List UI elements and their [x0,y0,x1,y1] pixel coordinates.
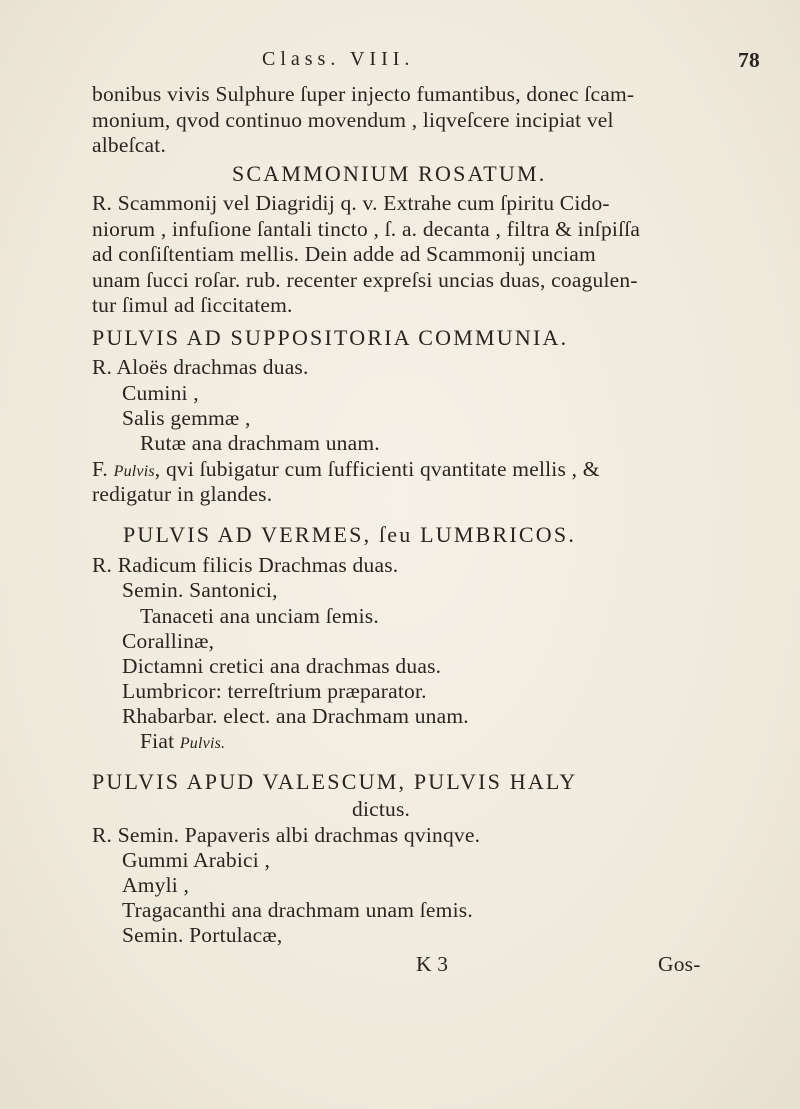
text-line: Lumbricor: terreſtrium præparator. [122,679,427,703]
text-line: Salis gemmæ , [122,406,251,430]
text-line: Corallinæ, [122,629,215,653]
text-line: monium, qvod continuo movendum , liqveſcere incipiat vel [92,108,614,132]
text-line: Cumini , [122,381,199,405]
text-line: R. Semin. Papaveris albi drachmas qvinqve. [92,823,481,847]
text-line: Dictamni cretici ana drachmas duas. [122,654,442,678]
text-line: niorum , infuſione ſantali tincto , ſ. a. decanta , filtra & inſpiſſa [92,217,641,241]
text-line: redigatur in glandes. [92,482,273,506]
italic-word: Pulvis. [179,735,226,752]
text-line: R. Radicum filicis Drachmas duas. [92,553,399,577]
text-line: tur ſimul ad ſiccitatem. [92,293,293,317]
text-line: R. Scammonij vel Diagridij q. v. Extrahe cum ſpiritu Cido- [92,191,610,215]
text-line: Rutæ ana drachmam unam. [140,431,380,455]
italic-word: Pulvis [113,463,155,480]
running-title: Class. VIII. [262,48,415,70]
text-line: R. Aloës drachmas duas. [92,355,309,379]
text-line: Semin. Portulacæ, [122,923,283,947]
signature-mark: K 3 [416,952,449,976]
text-line: Tanaceti ana unciam ſemis. [140,604,379,628]
text-fragment: , qvi ſubigatur cum ſufficienti qvantitate mellis , & [154,457,600,481]
page-number: 78 [738,48,760,72]
text-fragment: F. [92,457,114,481]
text-line: ad conſiſtentiam mellis. Dein adde ad Scammonij unciam [92,242,596,266]
text-line [92,457,600,484]
text-line: Gummi Arabici , [122,848,271,872]
section-heading-cont: dictus. [352,797,411,821]
text-line: Semin. Santonici, [122,578,278,602]
text-fragment: Fiat [140,729,180,753]
text-line: Amyli , [122,873,190,897]
catchword: Gos- [658,952,701,976]
text-line: bonibus vivis Sulphure ſuper injecto fumantibus, donec ſcam- [92,82,635,106]
section-heading: SCAMMONIUM ROSATUM. [232,161,547,186]
section-heading: PULVIS AD VERMES, ſeu LUMBRICOS. [123,522,577,547]
text-line: Tragacanthi ana drachmam unam ſemis. [122,898,473,922]
text-line: albeſcat. [92,133,167,157]
text-line: unam ſucci roſar. rub. recenter expreſsi uncias duas, coagulen- [92,268,638,292]
text-line: Rhabarbar. elect. ana Drachmam unam. [122,704,469,728]
text-line [140,729,225,756]
section-heading: PULVIS AD SUPPOSITORIA COMMUNIA. [92,325,569,350]
section-heading: PULVIS APUD VALESCUM, PULVIS HALY [92,769,578,794]
